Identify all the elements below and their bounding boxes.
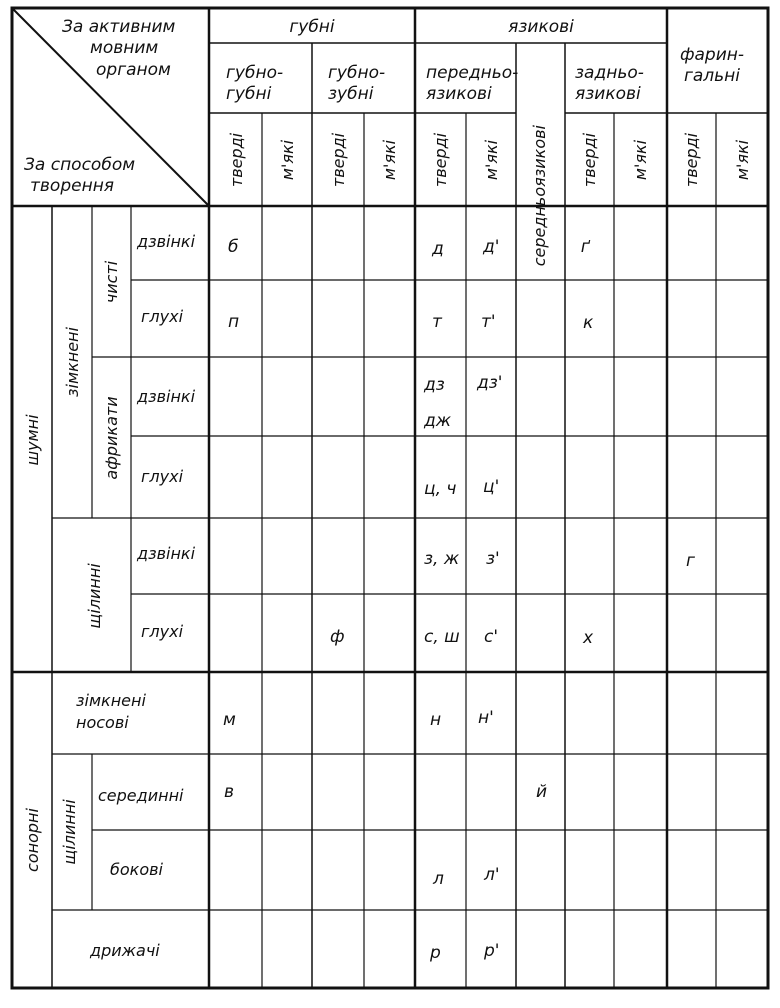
cell-l: л bbox=[433, 869, 444, 889]
cell-h: г bbox=[686, 551, 695, 571]
col-myaki-4: м'які bbox=[631, 139, 650, 181]
row-zimkneni: зімкнені bbox=[63, 327, 82, 397]
cell-n-soft: н' bbox=[478, 708, 494, 728]
cell-z-zh: з, ж bbox=[424, 549, 460, 569]
header-gubno-gubni-1: губно- bbox=[226, 63, 284, 83]
cell-z-soft: з' bbox=[486, 549, 500, 569]
row-shchilynni: щілинні bbox=[85, 563, 104, 629]
header-faryngalni-2: гальні bbox=[683, 66, 741, 86]
cell-k: к bbox=[583, 313, 594, 333]
cell-r-soft: р' bbox=[484, 941, 500, 961]
cell-f: ф bbox=[330, 627, 345, 647]
header-seredno: середньоязикові bbox=[530, 125, 549, 267]
cell-s-sh: с, ш bbox=[424, 627, 460, 647]
col-tverdi-1: тверді bbox=[227, 132, 246, 188]
header-peredno-2: язикові bbox=[426, 84, 492, 104]
header-gubno-zubni-2: зубні bbox=[328, 84, 374, 104]
cell-ts-ch: ц, ч bbox=[424, 479, 457, 499]
col-tverdi-2: тверді bbox=[329, 132, 348, 188]
cell-r: р bbox=[430, 943, 441, 963]
cell-n: н bbox=[430, 710, 442, 730]
row-hlukhi-2: глухі bbox=[141, 467, 184, 486]
row-shchilynni-sonorni: щілинні bbox=[60, 799, 79, 865]
cell-p: п bbox=[228, 312, 240, 332]
row-dryzhachi: дрижачі bbox=[90, 941, 160, 960]
row-hlukhi-3: глухі bbox=[141, 622, 184, 641]
row-shumni: шумні bbox=[23, 414, 42, 466]
col-myaki-2: м'які bbox=[380, 139, 399, 181]
row-hlukhi-1: глухі bbox=[141, 307, 184, 326]
cell-s-soft: с' bbox=[484, 627, 499, 647]
col-tverdi-4: тверді bbox=[580, 132, 599, 188]
cell-l-soft: л' bbox=[484, 865, 500, 885]
cell-g-plosive: ґ bbox=[581, 237, 590, 257]
col-tverdi-3: тверді bbox=[431, 132, 450, 188]
cell-kh: х bbox=[583, 628, 594, 648]
cell-dz-soft: дз' bbox=[477, 373, 503, 393]
corner-bottom-line-1: За способом bbox=[24, 155, 136, 175]
header-faryngalni-1: фарин- bbox=[679, 45, 745, 65]
row-seredynni: серединні bbox=[98, 786, 184, 805]
header-gubni: губні bbox=[289, 17, 335, 37]
corner-top-line-1: За активним bbox=[62, 17, 176, 37]
cell-dzh: дж bbox=[424, 411, 452, 431]
row-zimkneni-nosovi-1: зімкнені bbox=[76, 691, 146, 710]
cell-ts-soft: ц' bbox=[483, 477, 500, 497]
cell-b: б bbox=[228, 237, 239, 257]
header-peredno-1: передньо- bbox=[426, 63, 519, 83]
col-tverdi-5: тверді bbox=[682, 132, 701, 188]
cell-t: т bbox=[432, 312, 442, 332]
row-bokovi: бокові bbox=[110, 860, 163, 879]
header-zadno-2: язикові bbox=[575, 84, 641, 104]
cell-v: в bbox=[224, 782, 235, 802]
header-gubno-gubni-2: губні bbox=[226, 84, 272, 104]
cell-d-soft: д' bbox=[483, 237, 500, 257]
cell-j: й bbox=[536, 782, 548, 802]
row-dzvinki-1: дзвінкі bbox=[137, 232, 196, 251]
col-myaki-1: м'які bbox=[278, 139, 297, 181]
header-gubno-zubni-1: губно- bbox=[328, 63, 386, 83]
corner-bottom-line-2: творення bbox=[30, 176, 115, 196]
header-yazykovi: язикові bbox=[508, 17, 574, 37]
corner-top-line-3: органом bbox=[96, 60, 171, 80]
cell-d: д bbox=[432, 239, 444, 259]
col-myaki-5: м'які bbox=[733, 139, 752, 181]
row-dzvinki-2: дзвінкі bbox=[137, 387, 196, 406]
row-chysti: чисті bbox=[102, 260, 121, 304]
corner-top-line-2: мовним bbox=[90, 38, 159, 58]
row-dzvinki-3: дзвінкі bbox=[137, 544, 196, 563]
header-zadno-1: задньо- bbox=[575, 63, 644, 83]
row-sonorni: сонорні bbox=[23, 808, 42, 872]
cell-m: м bbox=[223, 710, 236, 730]
row-zimkneni-nosovi-2: носові bbox=[76, 713, 129, 732]
col-myaki-3: м'які bbox=[482, 139, 501, 181]
cell-t-soft: т' bbox=[481, 312, 496, 332]
row-afrykaty: африкати bbox=[102, 396, 121, 480]
cell-dz: дз bbox=[424, 375, 445, 395]
